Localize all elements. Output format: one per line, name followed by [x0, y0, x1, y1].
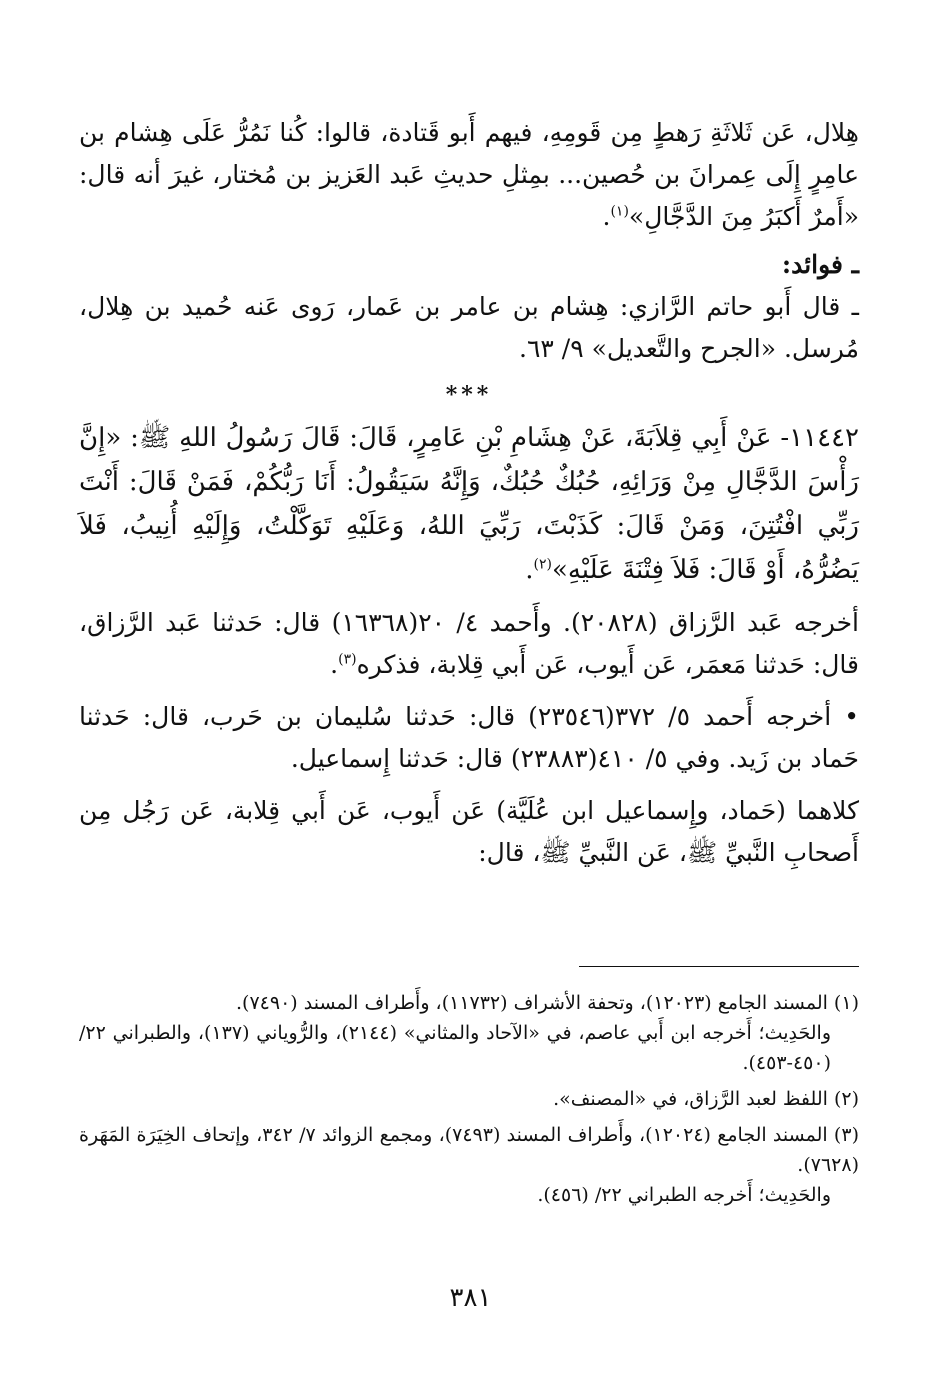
footnote-1: (١) المسند الجامع (١٢٠٢٣)، وتحفة الأشراف (١١٧٣٢)، وأَطراف المسند (٧٤٩٠). [236, 992, 859, 1014]
footnote-divider [579, 966, 859, 967]
section-separator: *** [445, 382, 493, 408]
footnotes [79, 988, 859, 1210]
benefits-heading: ـ فوائد: [781, 250, 859, 279]
footnote-3-continuation: والحَدِيث؛ أَخرجه الطبراني ٢٢/ (٤٥٦). [537, 1184, 831, 1206]
takhrij-paragraph [79, 602, 859, 686]
footnote-2: (٢) اللفظ لعبد الرَّزاق، في «المصنف». [553, 1088, 859, 1110]
takhrij-text: أخرجه عَبد الرَّزاق (٢٠٨٢٨). وأَحمد ٤/ ٢٠(١٦٣٦٨) قال: حَدثنا عَبد الرَّزاق، قال: حَدثنا مَعمَر، عَن أَيوب، عَن أَبي قِلابة، فذكره [79, 608, 859, 679]
paragraph-text: هِلال، عَن ثَلاثَةِ رَهطٍ مِن قَومِهِ، فيهم أَبو قَتادة، قالوا: كُنا نَمُرُّ عَلَى هِشام بن عامِرٍ إِلَى عِمرانَ بن حُصين... بمِثلِ حديثِ عَبد العَزيز بن مُختار، غيرَ أنه قال: «أَمرٌ أَكبَرُ مِنَ الدَّجَّالِ» [79, 118, 859, 231]
hadith-text [79, 416, 859, 592]
hadith-end: . [525, 555, 534, 585]
main-text [79, 112, 859, 874]
footnote-ref: (١) [610, 203, 629, 220]
chain-paragraph: كلاهما (حَماد، وإِسماعيل ابن عُلَيَّة) عَن أَيوب، عَن أَبي قِلابة، عَن رَجُل مِن أَصحابِ النَّبيِّ ﷺ، عَن النَّبيِّ ﷺ، قال: [79, 796, 859, 867]
footnote-ref: (٢) [533, 556, 552, 573]
takhrij-end: . [330, 650, 339, 679]
footnote-1-continuation: والحَدِيث؛ أَخرجه ابن أَبي عاصم، في «الآحاد والمثاني» (٢١٤٤)، والرُّوياني (١٣٧)، والطبراني ٢٢/ (٤٥٠-٤٥٣). [79, 1022, 832, 1074]
paragraph-continuation [79, 112, 859, 238]
benefits-paragraph: ـ قال أَبو حاتم الرَّازي: هِشام بن عامر بن عَمار، رَوى عَنه حُميد بن هِلال، مُرسل. «الجرح والتَّعديل» ٩/ ٦٣. [79, 292, 859, 363]
bullet-paragraph: • أخرجه أَحمد ٥/ ٣٧٢(٢٣٥٤٦) قال: حَدثنا سُليمان بن حَرب، قال: حَدثنا حَماد بن زَيد. وفي ٥/ ٤١٠(٢٣٨٨٣) قال: حَدثنا إِسماعيل. [79, 702, 859, 773]
page-number: ٣٨١ [449, 1283, 492, 1313]
hadith-body: ١١٤٤٢- عَنْ أَبِي قِلاَبَةَ، عَنْ هِشَامِ بْنِ عَامِرٍ، قَالَ: قَالَ رَسُولُ اللهِ ﷺ: «إِنَّ رَأْسَ الدَّجَّالِ مِنْ وَرَائِهِ، حُبُكٌ حُبُكٌ، وَإِنَّهُ سَيَقُولُ: أَنَا رَبُّكُمْ، فَمَنْ قَالَ: أَنْتَ رَبِّي افْتُتِنَ، وَمَنْ قَالَ: كَذَبْتَ، رَبِّيَ اللهُ، وَعَلَيْهِ تَوَكَّلْتُ، وَإِلَيْهِ أُنِيبُ، فَلاَ يَضُرُّهُ، أَوْ قَالَ: فَلاَ فِتْنَةَ عَلَيْهِ» [79, 423, 859, 585]
footnote-ref: (٣) [338, 651, 357, 668]
paragraph-end: . [602, 202, 611, 231]
footnote-3: (٣) المسند الجامع (١٢٠٢٤)، وأَطراف المسند (٧٤٩٣)، ومجمع الزوائد ٧/ ٣٤٢، وإتحاف الخِيَرَة المَهَرة (٧٦٢٨). [79, 1124, 859, 1176]
